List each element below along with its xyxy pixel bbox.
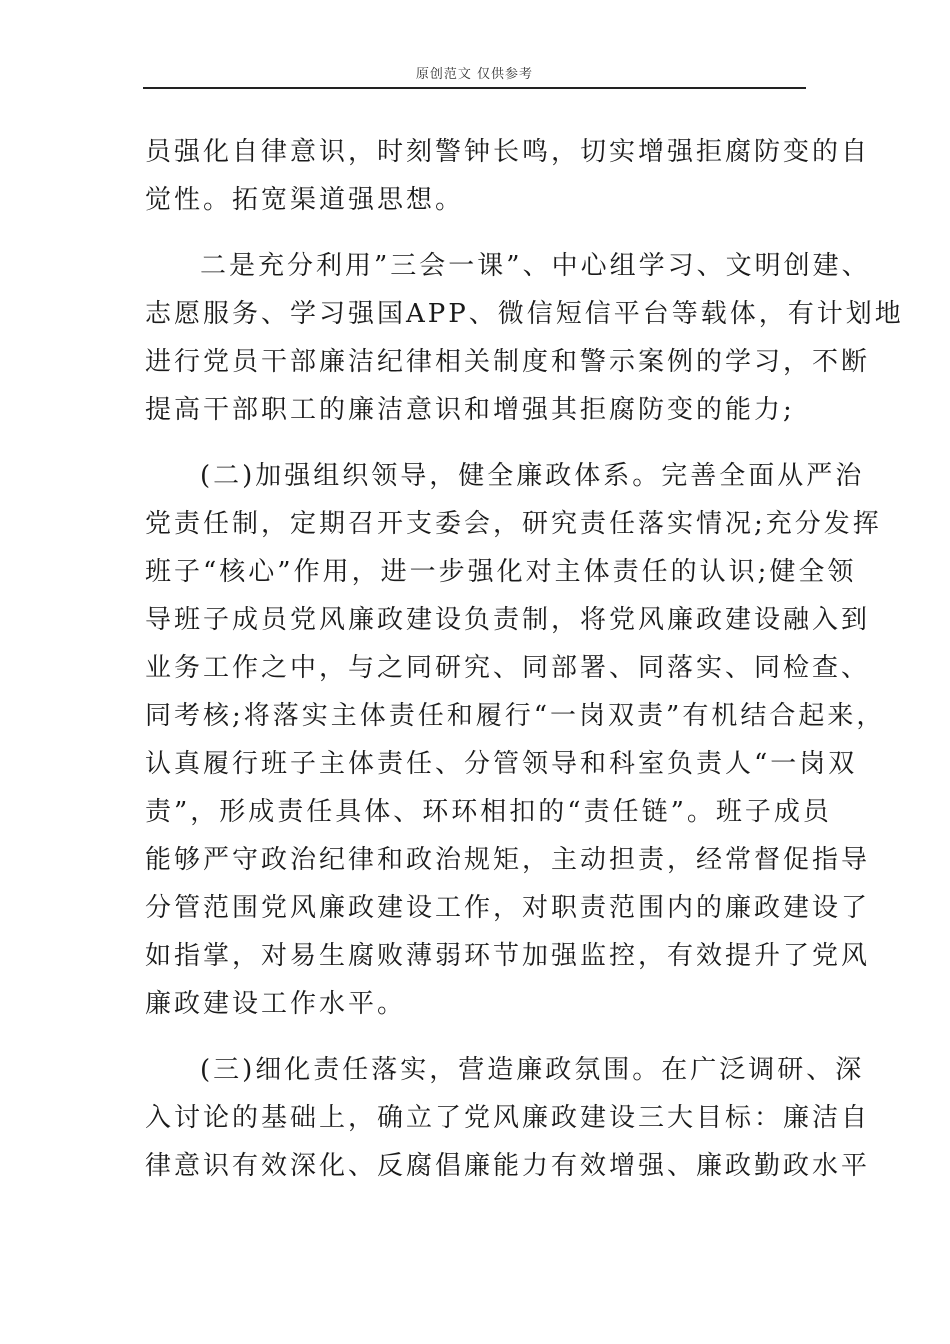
text-line: 责”，形成责任具体、环环相扣的“责任链”。班子成员 (145, 797, 832, 827)
header-text: 原创范文 仅供参考 (415, 67, 534, 82)
text-line: 同考核;将落实主体责任和履行“一岗双责”有机结合起来， (145, 701, 886, 731)
text-line: 业务工作之中，与之同研究、同部署、同落实、同检查、 (145, 653, 871, 683)
page-header (143, 66, 806, 89)
paragraph-4 (145, 1046, 871, 1190)
paragraph-1 (145, 128, 871, 224)
text-line: (二)加强组织领导，健全廉政体系。完善全面从严治 (200, 461, 865, 491)
text-line: 能够严守政治纪律和政治规矩，主动担责，经常督促指导 (145, 845, 871, 875)
text-line: 提高干部职工的廉洁意识和增强其拒腐防变的能力; (145, 395, 795, 425)
text-line: 分管范围党风廉政建设工作，对职责范围内的廉政建设了 (145, 893, 871, 923)
text-line: (三)细化责任落实，营造廉政氛围。在广泛调研、深 (200, 1055, 865, 1085)
text-line: 廉政建设工作水平。 (145, 989, 407, 1019)
document-body (145, 128, 904, 1208)
paragraph-3 (145, 452, 886, 1028)
text-line: 入讨论的基础上，确立了党风廉政建设三大目标：廉洁自 (145, 1103, 871, 1133)
text-line: 班子“核心”作用，进一步强化对主体责任的认识;健全领 (145, 557, 857, 587)
text-line: 导班子成员党风廉政建设负责制，将党风廉政建设融入到 (145, 605, 871, 635)
text-line: 律意识有效深化、反腐倡廉能力有效增强、廉政勤政水平 (145, 1151, 871, 1181)
text-line: 进行党员干部廉洁纪律相关制度和警示案例的学习，不断 (145, 347, 871, 377)
text-line: 党责任制，定期召开支委会，研究责任落实情况;充分发挥 (145, 509, 882, 539)
text-line: 认真履行班子主体责任、分管领导和科室负责人“一岗双 (145, 749, 858, 779)
text-line: 如指掌，对易生腐败薄弱环节加强监控，有效提升了党风 (145, 941, 871, 971)
text-line: 员强化自律意识，时刻警钟长鸣，切实增强拒腐防变的自 (145, 137, 871, 167)
text-line: 志愿服务、学习强国APP、微信短信平台等载体，有计划地 (145, 299, 904, 329)
paragraph-2 (145, 242, 904, 434)
text-line: 觉性。拓宽渠道强思想。 (145, 185, 465, 215)
text-line: 二是充分利用”三会一课”、中心组学习、文明创建、 (200, 251, 871, 281)
